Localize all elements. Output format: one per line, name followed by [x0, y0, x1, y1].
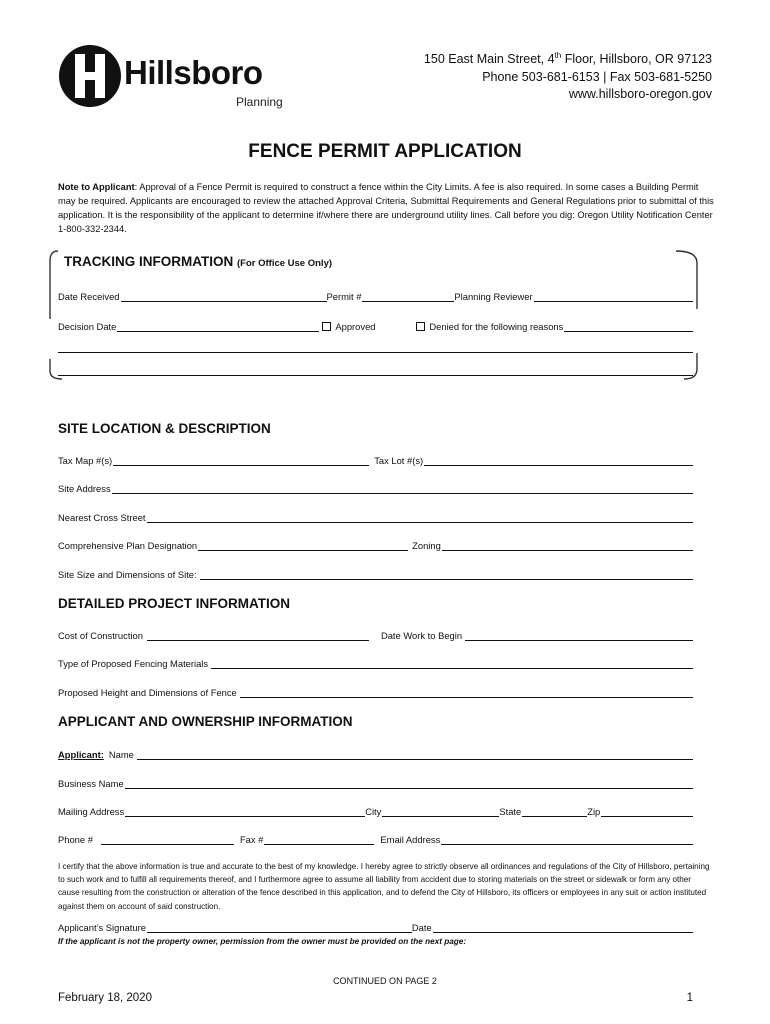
phone-field[interactable]	[101, 834, 234, 845]
site-address-label: Site Address	[58, 483, 111, 494]
site-row-address	[58, 480, 693, 494]
project-heading: DETAILED PROJECT INFORMATION	[58, 596, 290, 611]
height-field[interactable]	[240, 687, 693, 698]
tracking-row-2	[58, 318, 693, 332]
cost-label: Cost of Construction	[58, 630, 143, 641]
city-field[interactable]	[382, 806, 499, 817]
phone-line: Phone 503-681-6153 | Fax 503-681-5250	[482, 69, 712, 84]
project-row-materials	[58, 655, 693, 669]
applicant-label: Applicant:	[58, 749, 104, 760]
signature-label: Applicant’s Signature	[58, 922, 146, 933]
denied-checkbox[interactable]	[416, 322, 425, 331]
denied-reasons-line-1[interactable]	[58, 352, 693, 353]
logo-wordmark: Hillsboro	[124, 54, 263, 91]
note-label: Note to Applicant	[58, 182, 135, 192]
planning-reviewer-label: Planning Reviewer	[454, 291, 533, 302]
address-sup: th	[554, 51, 562, 60]
site-row-size	[58, 566, 693, 580]
cost-field[interactable]	[147, 630, 369, 641]
site-row-cross	[58, 509, 693, 523]
name-label: Name	[108, 749, 134, 760]
state-label: State	[499, 806, 522, 817]
contact-block	[424, 47, 712, 104]
tax-lot-label: Tax Lot #(s)	[374, 455, 424, 466]
comp-plan-label: Comprehensive Plan Designation	[58, 540, 198, 551]
project-row-height	[58, 684, 693, 698]
tracking-row-1	[58, 288, 693, 302]
city-label: City	[365, 806, 382, 817]
logo-subtitle: Planning	[236, 95, 283, 109]
approved-label: Approved	[335, 321, 376, 332]
name-field[interactable]	[137, 749, 693, 760]
date-begin-label: Date Work to Begin	[380, 630, 463, 641]
nearest-cross-field[interactable]	[147, 512, 693, 523]
mailing-field[interactable]	[125, 806, 365, 817]
hillsboro-logo-icon	[58, 44, 122, 108]
applicant-row-name	[58, 746, 693, 760]
owner-permission-note: If the applicant is not the property owner, permission from the owner must be provided on the next page:	[58, 937, 467, 946]
tax-lot-field[interactable]	[424, 455, 693, 466]
planning-reviewer-field[interactable]	[534, 291, 693, 302]
site-size-label: Site Size and Dimensions of Site:	[58, 569, 197, 580]
page-title: FENCE PERMIT APPLICATION	[248, 141, 522, 162]
tax-map-field[interactable]	[113, 455, 369, 466]
tracking-heading	[64, 254, 332, 269]
business-label: Business Name	[58, 778, 124, 789]
applicant-heading: APPLICANT AND OWNERSHIP INFORMATION	[58, 714, 353, 729]
comp-plan-field[interactable]	[198, 540, 408, 551]
address-line: 150 East Main Street, 4	[423, 52, 555, 67]
approved-checkbox[interactable]	[322, 322, 331, 331]
page-number: 1	[686, 992, 693, 1004]
signature-date-label: Date	[411, 922, 432, 933]
certification-text: I certify that the above information is true and accurate to the best of my knowledge. I hereby agree to strictly observe all ordinances and regulations of the City of Hillsboro, pertaining to such work and to fulfill all requirements thereof, and I furthermore agree to assume all liability from accident due to storing materials on the street or sidewalk or form any other cause resulting from the construction or alteration of the fence described in this application, and to defend the City of Hillsboro, its officers or employees in any suit or action instituted against them on account of said construction.	[58, 862, 710, 911]
date-received-label: Date Received	[58, 291, 120, 302]
site-address-field[interactable]	[112, 483, 693, 494]
signature-field[interactable]	[147, 922, 412, 933]
fax-label: Fax #	[239, 834, 264, 845]
site-row-taxes	[58, 452, 693, 466]
decision-date-field[interactable]	[117, 321, 319, 332]
project-row-cost	[58, 627, 693, 641]
tax-map-label: Tax Map #(s)	[58, 455, 113, 466]
footer-date: February 18, 2020	[58, 992, 152, 1004]
website-link[interactable]: www.hillsboro-oregon.gov	[568, 87, 712, 102]
site-heading: SITE LOCATION & DESCRIPTION	[58, 421, 271, 436]
applicant-row-phone	[58, 831, 693, 845]
mailing-label: Mailing Address	[58, 806, 125, 817]
permit-no-label: Permit #	[326, 291, 362, 302]
materials-label: Type of Proposed Fencing Materials	[58, 658, 209, 669]
nearest-cross-label: Nearest Cross Street	[58, 512, 146, 523]
materials-field[interactable]	[211, 658, 693, 669]
zoning-field[interactable]	[442, 540, 693, 551]
signature-row	[58, 919, 693, 933]
email-field[interactable]	[441, 834, 693, 845]
address-line-tail: Floor, Hillsboro, OR 97123	[561, 52, 712, 67]
tracking-heading-note: (For Office Use Only)	[237, 258, 333, 269]
permit-no-field[interactable]	[362, 291, 454, 302]
continued-note: CONTINUED ON PAGE 2	[333, 976, 437, 986]
business-field[interactable]	[125, 778, 693, 789]
fax-field[interactable]	[264, 834, 374, 845]
tracking-heading-text: TRACKING INFORMATION	[64, 254, 234, 269]
phone-label: Phone #	[58, 834, 93, 845]
zip-label: Zip	[587, 806, 601, 817]
signature-date-field[interactable]	[433, 922, 693, 933]
applicant-row-mailing	[58, 803, 693, 817]
email-label: Email Address	[380, 834, 441, 845]
denied-reasons-line-2[interactable]	[58, 375, 693, 376]
applicant-row-business	[58, 775, 693, 789]
note-text: : Approval of a Fence Permit is required to construct a fence within the City Limits. A fee is also required. In some cases a Building Permit may be required. Applicants are encouraged to review the attached Approval Criteria, Submittal Requirements and General Regulations prior to submittal of this application. It is the responsibility of the applicant to determine if/where there are underground utility lines. Call before you dig: Oregon Utility Notification Center 1-800-332-2344.	[58, 182, 714, 234]
date-begin-field[interactable]	[465, 630, 693, 641]
note-to-applicant	[58, 180, 714, 236]
date-received-field[interactable]	[121, 291, 327, 302]
denied-reasons-field[interactable]	[564, 321, 693, 332]
height-label: Proposed Height and Dimensions of Fence	[58, 687, 237, 698]
denied-label: Denied for the following reasons	[429, 321, 564, 332]
site-size-field[interactable]	[200, 569, 693, 580]
decision-date-label: Decision Date	[58, 321, 117, 332]
site-row-plan	[58, 537, 693, 551]
zoning-label: Zoning	[412, 540, 441, 551]
zip-field[interactable]	[601, 806, 693, 817]
state-field[interactable]	[522, 806, 587, 817]
